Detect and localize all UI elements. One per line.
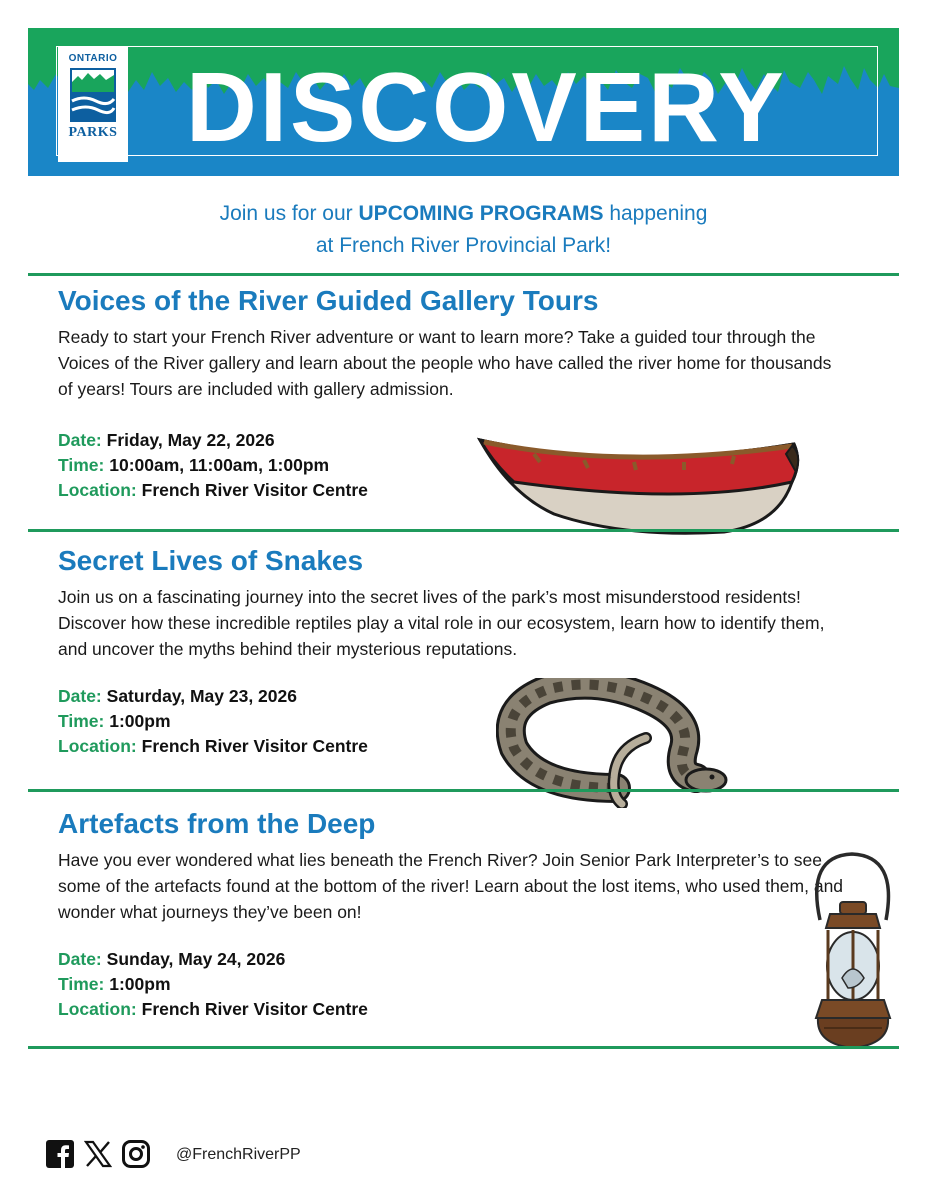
section-divider xyxy=(28,529,899,532)
header-banner xyxy=(28,28,899,176)
event-secret-lives-of-snakes xyxy=(58,544,858,759)
date-value: Saturday, May 23, 2026 xyxy=(106,686,297,706)
logo-text-bottom: PARKS xyxy=(68,125,118,140)
location-value: French River Visitor Centre xyxy=(141,480,368,500)
logo-landscape-icon xyxy=(70,68,116,122)
event-description: Have you ever wondered what lies beneath the French River? Join Senior Park Interpreter’s to see some of the artefacts found at the bottom of the river! Learn about the lost items, who used them, and wonder what journeys they’ve been on! xyxy=(58,850,844,922)
time-label: Time: xyxy=(58,974,105,994)
location-label: Location: xyxy=(58,736,137,756)
time-label: Time: xyxy=(58,711,105,731)
event-date xyxy=(58,947,858,972)
event-title: Artefacts from the Deep xyxy=(58,808,376,839)
event-location xyxy=(58,997,858,1022)
location-value: French River Visitor Centre xyxy=(141,736,368,756)
section-divider xyxy=(28,1046,899,1049)
section-divider xyxy=(28,273,899,276)
event-location xyxy=(58,734,858,759)
section-divider xyxy=(28,789,899,792)
intro-pre: Join us for our xyxy=(219,202,359,225)
location-value: French River Visitor Centre xyxy=(141,999,368,1019)
location-label: Location: xyxy=(58,999,137,1019)
event-title: Secret Lives of Snakes xyxy=(58,545,364,576)
event-time xyxy=(58,972,858,997)
intro-line-1 xyxy=(0,198,927,230)
time-value: 1:00pm xyxy=(109,974,171,994)
event-description: Join us on a fascinating journey into the secret lives of the park’s most misunderstood residents! Discover how these incredible reptiles play a vital role in our ecosystem, learn how to identify them, and uncover the myths behind their mysterious reputations. xyxy=(58,587,825,659)
date-label: Date: xyxy=(58,686,102,706)
event-description: Ready to start your French River adventure or want to learn more? Take a guided tour through the Voices of the River gallery and learn about the people who have called the river home for thousands of years! Tours are included with gallery admission. xyxy=(58,327,832,399)
date-value: Sunday, May 24, 2026 xyxy=(106,949,286,969)
intro-post: happening xyxy=(603,202,708,225)
banner-title: DISCOVERY xyxy=(186,52,787,162)
time-value: 1:00pm xyxy=(109,711,171,731)
time-label: Time: xyxy=(58,455,105,475)
event-details xyxy=(58,947,858,1022)
instagram-icon[interactable] xyxy=(122,1140,150,1168)
lantern-illustration xyxy=(806,848,900,1058)
date-label: Date: xyxy=(58,949,102,969)
event-details xyxy=(58,684,858,759)
intro-text xyxy=(0,198,927,262)
canoe-illustration xyxy=(474,432,806,538)
location-label: Location: xyxy=(58,480,137,500)
event-time xyxy=(58,709,858,734)
time-value: 10:00am, 11:00am, 1:00pm xyxy=(109,455,330,475)
intro-highlight: UPCOMING PROGRAMS xyxy=(358,202,604,225)
event-date xyxy=(58,684,858,709)
facebook-icon[interactable] xyxy=(46,1140,74,1168)
event-artefacts-from-the-deep xyxy=(58,807,858,1022)
date-value: Friday, May 22, 2026 xyxy=(106,430,275,450)
x-icon[interactable] xyxy=(84,1140,112,1168)
logo-text-top: ONTARIO xyxy=(68,53,118,64)
date-label: Date: xyxy=(58,430,102,450)
intro-line-2: at French River Provincial Park! xyxy=(315,234,612,257)
social-handle[interactable]: @FrenchRiverPP xyxy=(176,1146,301,1163)
event-title: Voices of the River Guided Gallery Tours xyxy=(58,285,599,316)
ontario-parks-logo xyxy=(58,46,128,162)
